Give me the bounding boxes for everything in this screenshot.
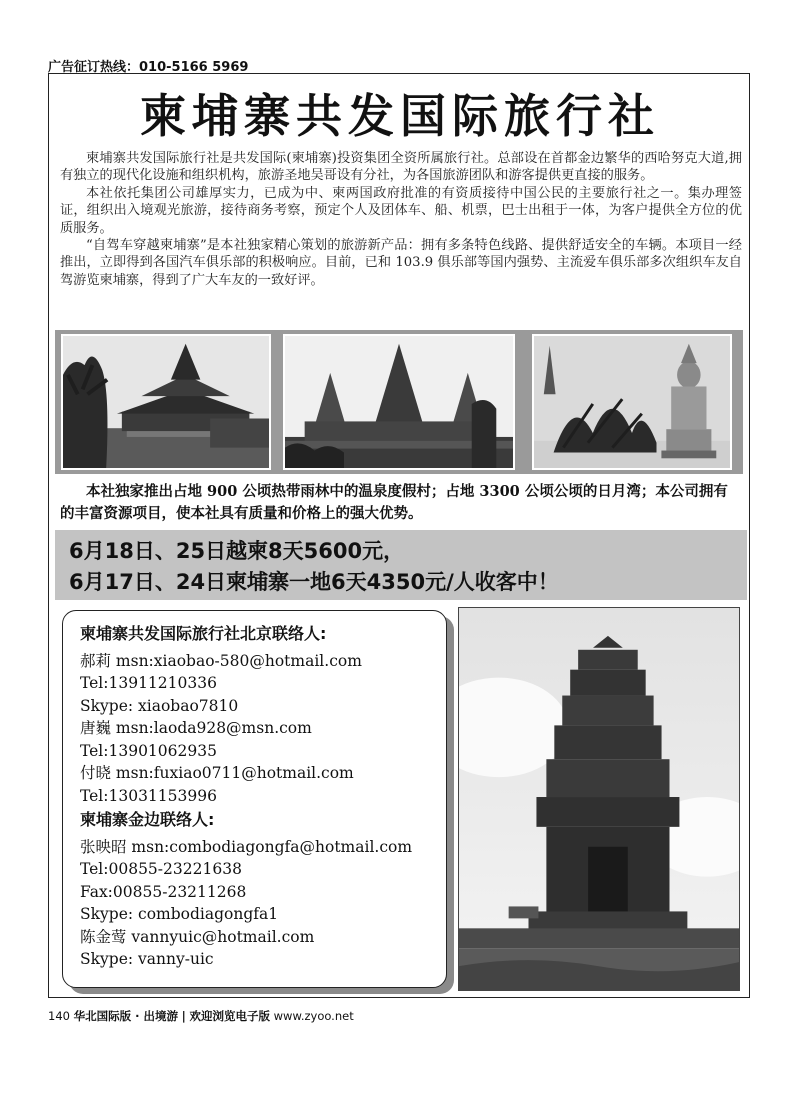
statue-garden-photo xyxy=(532,334,732,470)
beijing-contact-line: 郝莉 msn:xiaobao-580@hotmail.com xyxy=(80,651,362,670)
resort-paragraph: 本社独家推出占地 900 公顷热带雨林中的温泉度假村；占地 3300 公顷公顷的日月湾；本公司拥有的丰富资源项目，使本社具有质量和价格上的强大优势。 xyxy=(60,483,728,522)
intro-paragraph-2: 本社依托集团公司雄厚实力，已成为中、柬两国政府批准的有资质接待中国公民的主要旅行社之一。集办理签证，组织出入境观光旅游，接待商务考察，预定个人及团体车、船、机票，巴士出租于一体，为客户提供全方位的优质服务。 xyxy=(60,185,742,236)
page-footer xyxy=(48,1008,354,1024)
phnompenh-contact-line: 张映昭 msn:combodiagongfa@hotmail.com xyxy=(80,837,413,856)
angkor-wat-photo xyxy=(283,334,515,470)
ad-hotline: 广告征订热线：010-5166 5969 xyxy=(48,60,249,75)
phnompenh-contact-line: Skype: combodiagongfa1 xyxy=(80,905,279,923)
beijing-contact-line: Tel:13031153996 xyxy=(80,786,217,805)
independence-monument-photo xyxy=(458,607,740,991)
phnompenh-contact-line: Tel:00855-23221638 xyxy=(80,860,242,878)
phnompenh-contact-line: 陈金莺 vannyuic@hotmail.com xyxy=(80,927,315,946)
page-title: 柬埔寨共发国际旅行社 xyxy=(140,89,660,143)
phnompenh-contact-line: Skype: vanny-uic xyxy=(80,950,214,968)
resort-text xyxy=(60,481,742,525)
contact-box xyxy=(62,610,447,988)
promo-line-2: 6月17日、24日柬埔寨一地6天4350元/人收客中！ xyxy=(69,570,559,594)
phnompenh-contacts-heading: 柬埔寨金边联络人: xyxy=(80,810,215,829)
intro-paragraph-3: “自驾车穿越柬埔寨”是本社独家精心策划的旅游新产品：拥有多条特色线路、提供舒适安全的车辆。本项目一经推出，立即得到各国汽车俱乐部的积极响应。目前，已和 103.9 俱乐部等国内强势、主流爱车俱乐部多次组织车友自驾游览柬埔寨，得到了广大车友的一致好评。 xyxy=(60,238,742,288)
beijing-contact-line: Skype: xiaobao7810 xyxy=(80,696,239,715)
page-number: 140 xyxy=(48,1009,70,1023)
promo-line-1: 6月18日、25日越柬8天5600元， xyxy=(69,539,405,563)
footer-slogan: 欢迎浏览电子版 xyxy=(189,1009,270,1023)
phnompenh-contact-line: Fax:00855-23211268 xyxy=(80,882,247,901)
magazine-name: 华北国际版 · 出境游 xyxy=(73,1009,178,1023)
intro-paragraph-1: 柬埔寨共发国际旅行社是共发国际(柬埔寨)投资集团全资所属旅行社。总部设在首都金边繁华的西哈努克大道,拥有独立的现代化设施和组织机构，旅游圣地吴哥设有分社，为各国旅游团队和游客提供更直接的服务。 xyxy=(60,151,742,184)
photo-strip xyxy=(55,330,743,474)
beijing-contact-line: Tel:13901062935 xyxy=(80,741,217,760)
intro-text xyxy=(60,150,742,289)
royal-palace-photo xyxy=(61,334,271,470)
beijing-contact-line: 付晓 msn:fuxiao0711@hotmail.com xyxy=(80,764,354,782)
beijing-contact-line: Tel:13911210336 xyxy=(80,674,217,692)
tour-promotion-banner xyxy=(55,530,747,600)
footer-separator: | xyxy=(181,1009,186,1023)
beijing-contact-line: 唐巍 msn:laoda928@msn.com xyxy=(80,719,312,737)
website-url: www.zyoo.net xyxy=(273,1009,354,1023)
beijing-contacts-heading: 柬埔寨共发国际旅行社北京联络人: xyxy=(80,624,327,643)
